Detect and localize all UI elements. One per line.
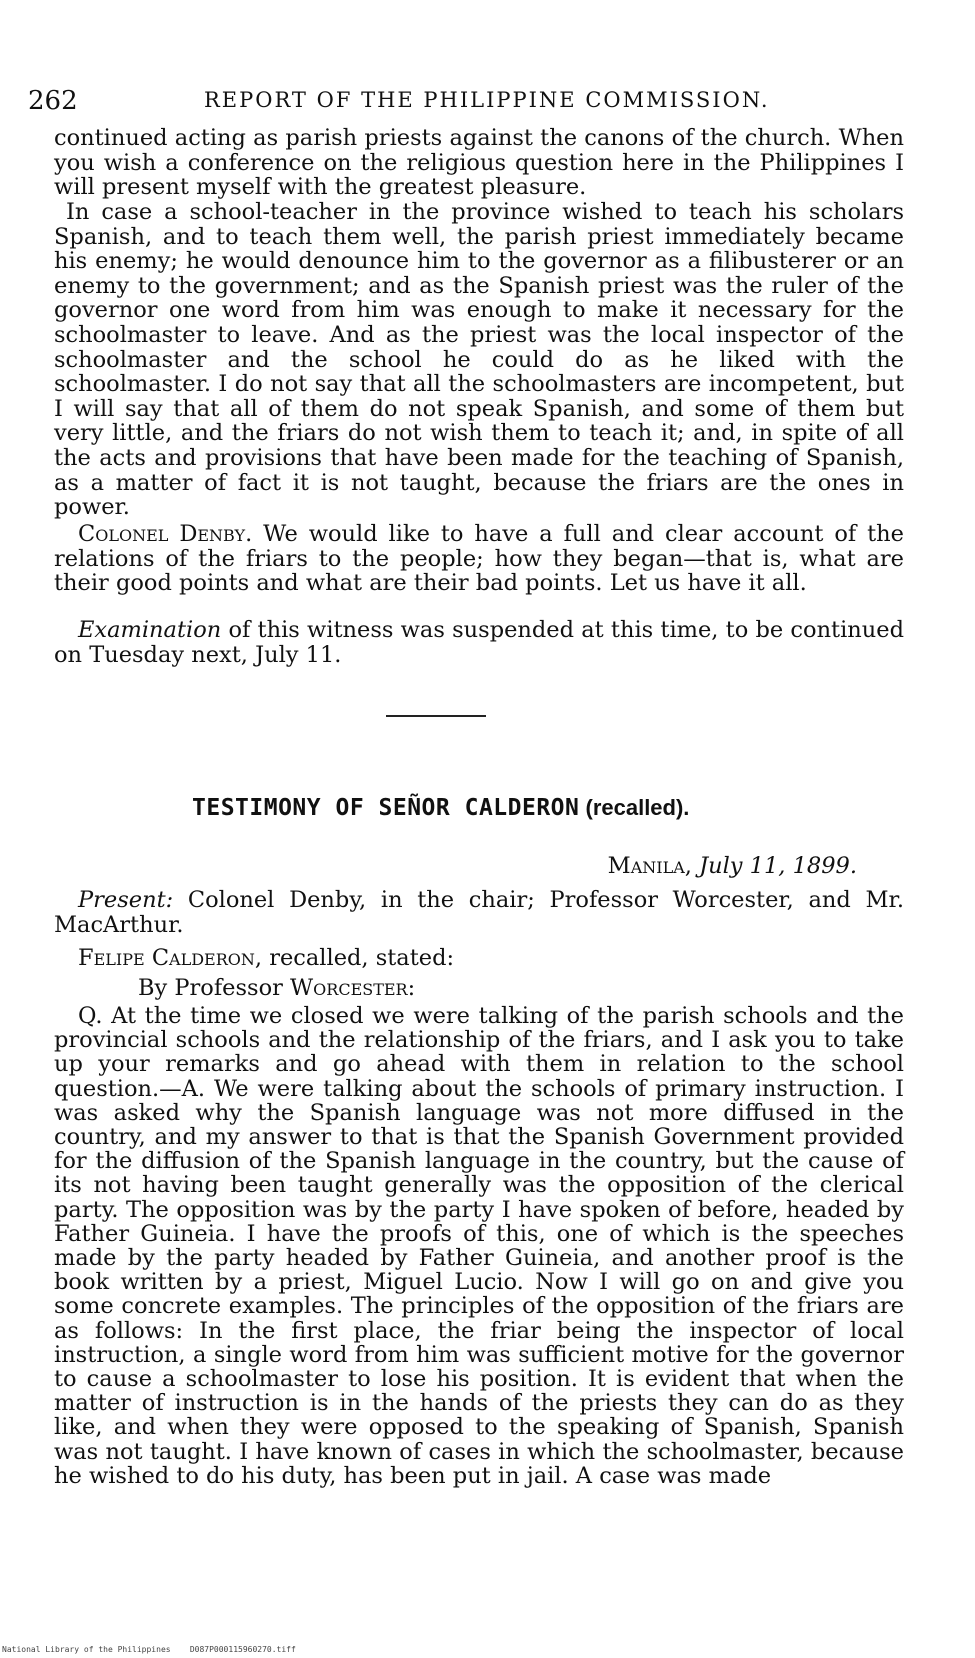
testimony-paragraph: Q. At the time we closed we were talking of the parish schools and the provincial schools and the relationship of the friars, and I ask you to take up your remarks and go ahead with them in relation to the school question.—A. We were talking about the schools of primary instruction. I was asked why the Spanish language was not more diffused in the country, and my answer to that is that the Spanish Government provided for the diffusion of the Spanish language in the country, but the cause of its not having been taught generally was the opposition of the clerical party. The opposition was by the party I have spoken of before, headed by Father Guineia. I have the proofs of this, one of which is the speeches made by the party headed by Father Guineia, and another proof is the book written by a priest, Miguel Lucio. Now I will go on and give you some concrete examples. The principles of the opposition of the friars are as follows: In the first place, the friar being the inspector of local instruction, a single word from him was sufficient motive for the governor to cause a schoolmaster to lose his position. It is evident that when the matter of instruction is in the hands of the priests they can do as they like, and when they were opposed to the speaking of Spanish, Spanish was not taught. I have known of cases in which the schoolmaster, because he wished to do his duty, has been put in jail. A case was made [54, 1003, 904, 1489]
footer-file-id: D087P000115960270.tiff [189, 1645, 296, 1654]
section-title-sub: (recalled). [579, 795, 690, 820]
witness-text: recalled, stated: [262, 945, 455, 971]
present-line [54, 888, 904, 937]
dateline-date: July 11, 1899. [699, 853, 857, 879]
present-text: Colonel Denby, in the chair; Professor Worcester, and Mr. MacArthur. [54, 887, 904, 938]
paragraph-3 [54, 522, 904, 596]
examiner-line [54, 976, 904, 1001]
page-number: 262 [28, 86, 78, 116]
running-head: REPORT OF THE PHILIPPINE COMMISSION. [204, 88, 770, 112]
witness-name: Felipe Calderon, [78, 945, 263, 971]
footer-library: National Library of the Philippines [2, 1645, 171, 1654]
examination-lead: Examination [78, 617, 222, 643]
paragraph-1: continued acting as parish priests against the canons of the church. When you wish a conference on the religious question here in the Philippines I will present myself with the greatest pleasure. [54, 125, 904, 201]
paragraph-2: In case a school-teacher in the province wished to teach his scholars Spanish, and to teach them well, the parish priest immediately became his enemy; he would denounce him to the governor as a filibusterer or an enemy to the government; and as the Spanish priest was the ruler of the governor one word from him was enough to make it necessary for the schoolmaster to leave. And as the priest was the local inspector of the schoolmaster and the school he could do as he liked with the schoolmaster. I do not say that all the schoolmasters are incompetent, but I will say that all of them do not speak Spanish, and some of them but very little, and the friars do not wish them to teach it; and, in spite of all the acts and provisions that have been made for the teaching of Spanish, as a matter of fact it is not taught, because the friars are the ones in power. [54, 199, 904, 521]
section-title-main: TESTIMONY OF SEÑOR CALDERON [192, 795, 580, 821]
dateline [608, 853, 857, 879]
dateline-place: Manila, [607, 853, 700, 879]
present-label: Present: [78, 887, 174, 913]
section-divider [386, 715, 486, 717]
examiner-prefix: By Professor [138, 975, 291, 1001]
paragraph-4 [54, 618, 904, 667]
paragraph-4-text: of this witness was suspended at this time, to be continued on Tuesday next, July 11. [54, 617, 904, 668]
examiner-name: Worcester: [290, 975, 416, 1001]
witness-line [54, 946, 904, 971]
scan-footer [2, 1645, 296, 1654]
section-title [192, 795, 872, 821]
speaker-name: Colonel Denby. [78, 521, 253, 547]
paragraph-3-text: We would like to have a full and clear account of the relations of the friars to the people; how they began—that is, what are their good points and what are their bad points. Let us have it all. [54, 521, 904, 597]
page-header [28, 86, 928, 120]
